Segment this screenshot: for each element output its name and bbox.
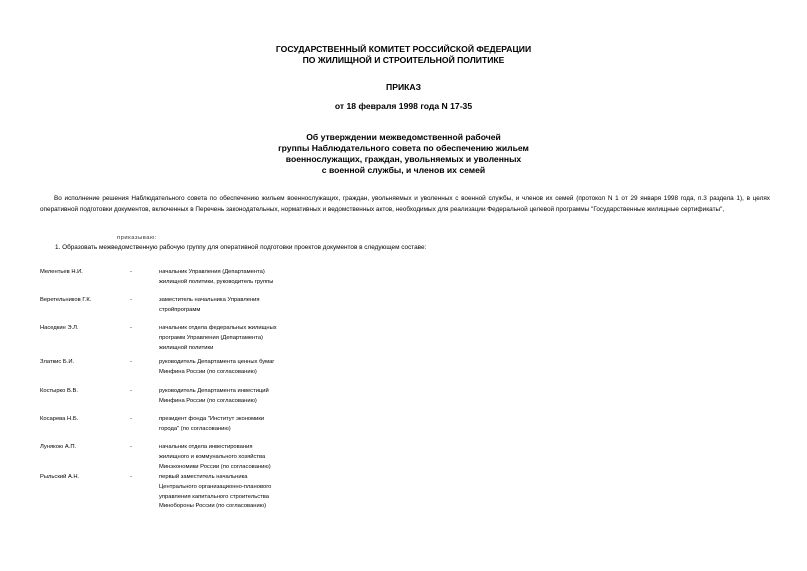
member-position bbox=[159, 387, 359, 407]
position-line: президент фонда "Институт экономики bbox=[159, 416, 265, 422]
position-line: руководитель Департамента ценных бумаг bbox=[159, 359, 275, 365]
position-line: заместитель начальника Управления bbox=[159, 297, 260, 303]
document-type: ПРИКАЗ bbox=[386, 82, 421, 92]
position-line: Минфина России (по согласованию) bbox=[159, 397, 257, 404]
member-position bbox=[159, 443, 359, 472]
position-line: Минобороны России (по согласованию) bbox=[159, 503, 267, 510]
position-line: жилищной политики, руководитель группы bbox=[159, 278, 274, 285]
subject-line-2: группы Наблюдательного совета по обеспечению жильем bbox=[278, 143, 529, 153]
subject-line-3: военнослужащих, граждан, увольняемых и уволенных bbox=[285, 154, 522, 164]
org-line-2: ПО ЖИЛИЩНОЙ И СТРОИТЕЛЬНОЙ ПОЛИТИКЕ bbox=[302, 55, 505, 65]
position-line: руководитель Департамента инвестиций bbox=[159, 388, 269, 394]
org-line-1: ГОСУДАРСТВЕННЫЙ КОМИТЕТ РОССИЙСКОЙ ФЕДЕРАЦИИ bbox=[275, 44, 532, 54]
organization-name bbox=[0, 44, 807, 66]
member-position bbox=[159, 296, 359, 316]
position-line: начальник Управления (Департамента) bbox=[159, 269, 265, 275]
member-dash: - bbox=[130, 269, 132, 275]
member-dash: - bbox=[130, 416, 132, 422]
member-name: Косарева Н.Б. bbox=[40, 416, 79, 422]
subject-line-4: с военной службы, и членов их семей bbox=[321, 165, 486, 175]
member-position bbox=[159, 415, 359, 435]
member-position bbox=[159, 268, 359, 288]
member-name: Мелентьев Н.И. bbox=[40, 269, 83, 275]
member-dash: - bbox=[130, 325, 132, 331]
member-name: Лунякою А.П. bbox=[40, 444, 77, 450]
preamble-paragraph: Во исполнение решения Наблюдательного совета по обеспечению жильем военнослужащих, граждан, увольняемых и уволенных с военной службы, и членов их семей (протокол N 1 от 29 января 1998 года, п.3 раздела 1), в целях оперативной подготовки документов, включенных в Перечень законодательных, нормативных и ведомственных актов, необходимых для реализации Федеральной целевой программы "Государственные жилищные сертификаты", bbox=[40, 195, 770, 213]
member-dash: - bbox=[130, 474, 132, 480]
position-line: начальник отдела инвестирования bbox=[159, 444, 253, 450]
position-line: Минфина России (по согласованию) bbox=[159, 368, 257, 375]
member-name: Златкис Б.И. bbox=[40, 359, 75, 365]
position-line: Минэкономики России (по согласованию) bbox=[159, 463, 271, 470]
member-dash: - bbox=[130, 444, 132, 450]
position-line: первый заместитель начальника bbox=[159, 474, 248, 480]
item-1-text: 1. Образовать межведомственную рабочую группу для оперативной подготовки проектов документов в следующем составе: bbox=[55, 244, 427, 251]
position-line: стройпрограмм bbox=[159, 306, 201, 313]
position-line: Центрального организационно-планового bbox=[159, 483, 272, 490]
member-name: Наседкин Э.Л. bbox=[40, 325, 79, 331]
position-line: города" (по согласованию) bbox=[159, 425, 231, 432]
position-line: жилищного и коммунального хозяйства bbox=[159, 453, 266, 460]
member-name: Рыльский А.Н. bbox=[40, 474, 80, 480]
member-dash: - bbox=[130, 297, 132, 303]
member-position bbox=[159, 473, 359, 512]
member-dash: - bbox=[130, 388, 132, 394]
position-line: программ Управления (Департамента) bbox=[159, 334, 263, 341]
document-subject bbox=[0, 132, 807, 176]
member-name: Веретельников Г.К. bbox=[40, 297, 92, 303]
position-line: начальник отдела федеральных жилищных bbox=[159, 325, 277, 331]
position-line: жилищной политики bbox=[159, 344, 214, 351]
member-position bbox=[159, 324, 359, 353]
document-date-number: от 18 февраля 1998 года N 17-35 bbox=[334, 101, 473, 111]
member-position bbox=[159, 358, 359, 378]
member-dash: - bbox=[130, 359, 132, 365]
subject-line-1: Об утверждении межведомственной рабочей bbox=[306, 132, 501, 142]
position-line: управления капитального строительства bbox=[159, 493, 270, 500]
decree-word: приказываю: bbox=[117, 235, 157, 241]
member-name: Костырко В.В. bbox=[40, 388, 78, 394]
